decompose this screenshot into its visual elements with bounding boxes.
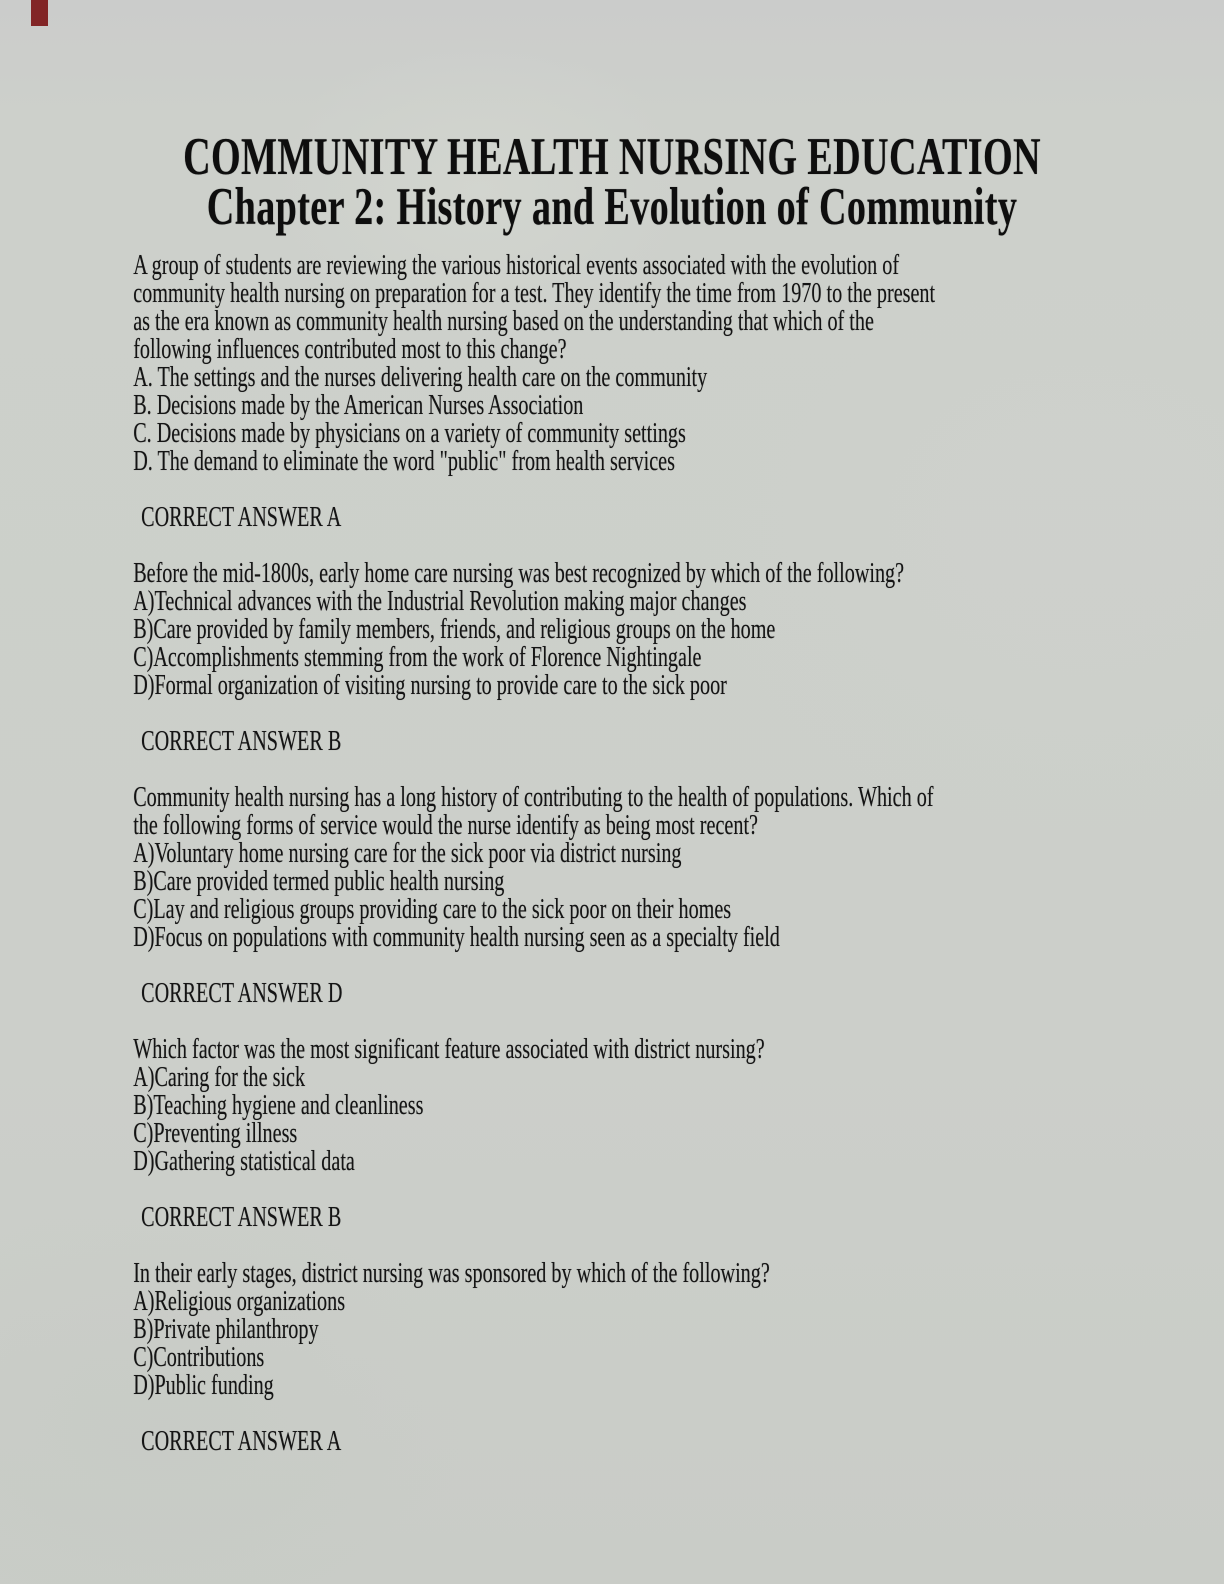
document-title	[0, 0, 1224, 236]
correct-answer-line: CORRECT ANSWER A	[141, 1426, 342, 1457]
correct-answer-line: CORRECT ANSWER B	[141, 1202, 342, 1233]
option-line: C)Accomplishments stemming from the work of Florence Nightingale	[133, 642, 702, 673]
correct-answer-line: CORRECT ANSWER B	[141, 726, 342, 757]
option-line: C)Preventing illness	[133, 1118, 298, 1149]
option-line: A)Religious organizations	[133, 1286, 346, 1317]
option-line: A. The settings and the nurses delivering health care on the community	[133, 362, 708, 393]
option-line: A)Caring for the sick	[133, 1062, 306, 1093]
option-line: B)Care provided by family members, friends, and religious groups on the home	[133, 614, 776, 645]
option-line: C. Decisions made by physicians on a variety of community settings	[133, 418, 686, 449]
option-line: D)Focus on populations with community health nursing seen as a specialty field	[133, 922, 780, 953]
question-text-line: Community health nursing has a long history of contributing to the health of populations. Which of	[133, 782, 934, 813]
option-line: A)Voluntary home nursing care for the sick poor via district nursing	[133, 838, 682, 869]
option-line: B)Teaching hygiene and cleanliness	[133, 1090, 424, 1121]
option-line: B. Decisions made by the American Nurses Association	[133, 390, 584, 421]
option-line: D)Formal organization of visiting nursing to provide care to the sick poor	[133, 670, 727, 701]
question-text-line: Before the mid-1800s, early home care nursing was best recognized by which of the following?	[133, 558, 905, 589]
option-line: B)Private philanthropy	[133, 1314, 319, 1345]
question-text-line: as the era known as community health nursing based on the understanding that which of the	[133, 306, 874, 337]
document-title-line2: Chapter 2: History and Evolution of Community	[206, 178, 1018, 236]
option-line: C)Contributions	[133, 1342, 265, 1373]
option-line: D)Gathering statistical data	[133, 1146, 355, 1177]
question-block	[133, 1260, 1224, 1456]
document-title-line1: COMMUNITY HEALTH NURSING EDUCATION	[183, 128, 1041, 186]
question-block	[133, 560, 1224, 756]
question-text-line: Which factor was the most significant feature associated with district nursing?	[133, 1034, 765, 1065]
question-text-line: A group of students are reviewing the various historical events associated with the evolution of	[133, 250, 900, 281]
correct-answer-line: CORRECT ANSWER D	[141, 978, 343, 1009]
option-line: A)Technical advances with the Industrial Revolution making major changes	[133, 586, 747, 617]
option-line: C)Lay and religious groups providing care to the sick poor on their homes	[133, 894, 732, 925]
correct-answer-line: CORRECT ANSWER A	[141, 502, 342, 533]
question-text-line: In their early stages, district nursing was sponsored by which of the following?	[133, 1258, 770, 1289]
question-block	[133, 252, 1224, 532]
question-text-line: following influences contributed most to this change?	[133, 334, 567, 365]
option-line: D. The demand to eliminate the word "public" from health services	[133, 446, 675, 477]
question-block	[133, 1036, 1224, 1232]
option-line: D)Public funding	[133, 1370, 274, 1401]
question-text-line: the following forms of service would the nurse identify as being most recent?	[133, 810, 759, 841]
question-block	[133, 784, 1224, 1008]
question-text-line: community health nursing on preparation for a test. They identify the time from 1970 to the present	[133, 278, 936, 309]
questions-list	[133, 252, 1224, 1456]
option-line: B)Care provided termed public health nursing	[133, 866, 505, 897]
